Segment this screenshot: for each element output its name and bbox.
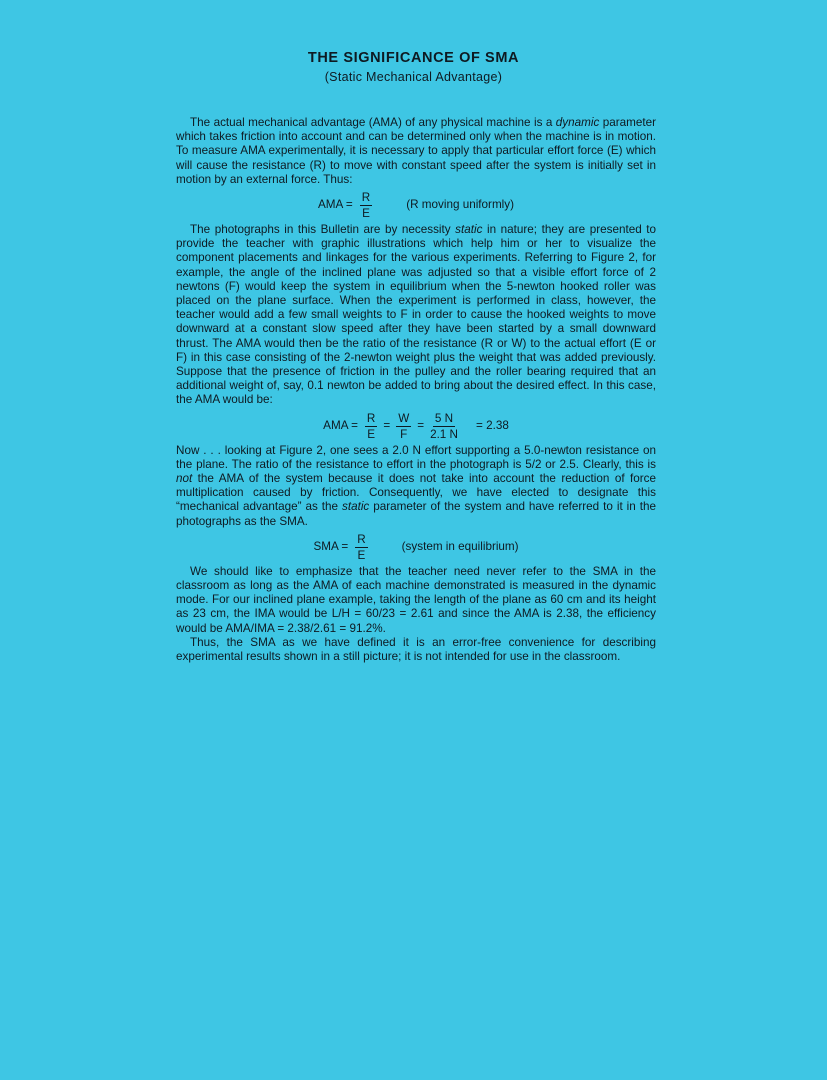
paragraph-5: Thus, the SMA as we have defined it is an error-free convenience for describing experimental results shown in a still picture; it is not intended for use in the classroom. [176,635,656,664]
fraction-numerator: R [366,411,376,425]
equation-ama-example [176,412,656,441]
paragraph-3-emphasis-2: static [342,500,370,514]
equation-2-result: = 2.38 [476,419,509,433]
paragraph-1 [176,116,656,187]
equation-3-note: (system in equilibrium) [401,540,519,554]
paragraph-4: We should like to emphasize that the teacher need never refer to the SMA in the classroom as long as the AMA of each machine demonstrated is measured in the dynamic mode. For our inclined plane example, taking the length of the plane as 60 cm and its height as 23 cm, the IMA would be L/H = 60/23 = 2.61 and since the AMA is 2.38, the efficiency would be AMA/IMA = 2.38/2.61 = 91.2%. [176,564,656,635]
equation-1-note: (R moving uniformly) [406,198,515,212]
equation-sma-definition [176,533,656,562]
paragraph-2-emphasis: static [455,223,483,237]
fraction-denominator: E [367,427,376,441]
paragraph-3-text-b: the AMA of the system because it does not take into account the reduction of force multiplication caused by friction. Consequently, we have elected to designate this “mechanical advantage” as the [176,472,656,514]
equation-ama-definition [176,191,656,220]
fraction-numerator: R [357,532,366,546]
paragraph-3-text-a: Now . . . looking at Figure 2, one sees a 2.0 N effort supporting a 5.0-newton resistance on the plane. The ratio of the resistance to effort in the photograph is 5/2 or 2.5. Clearly, this is [176,443,656,471]
fraction-numerator: W [398,411,410,425]
fraction-r-over-e [360,191,372,220]
paragraph-1-text-b: parameter which takes friction into account and can be determined only when the machine is in motion. To measure AMA experimentally, it is necessary to apply that particular effort force (E) which will cause the resistance (R) to move with constant speed after the system is initially set in motion by an external force. Thus: [176,116,657,186]
page-subtitle: (Static Mechanical Advantage) [324,70,503,84]
fraction-denominator: 2.1 N [430,427,458,441]
paragraph-1-text-a: The actual mechanical advantage (AMA) of any physical machine is a [190,116,556,129]
equals-sign: = [417,419,425,433]
fraction-5n-over-2-1n [430,412,458,441]
paragraph-1-emphasis: dynamic [555,116,600,129]
equation-1-lhs: AMA = [317,198,353,212]
fraction-w-over-f [396,412,411,441]
paragraph-3-emphasis: not [176,472,193,486]
paragraph-2-text-b: in nature; they are presented to provide the teacher with graphic illustrations which help him or her to visualize the component placements and linkages for the various experiments. Referring to Figure 2, for example, the angle of the inclined plane was adjusted so that a visible effort force of 2 newtons (F) would keep the system in equilibrium when the 5-newton hooked roller was placed on the plane surface. When the experiment is performed in class, however, the teacher would add a few small weights to F in order to cause the hooked weights to move downward at a constant slow speed after they have been started by a small downward thrust. The AMA would then be the ratio of the resistance (R or W) to the actual effort (E or F) in this case consisting of the 2-newton weight plus the weight that was added previously. Suppose that the presence of friction in the pulley and the roller bearing required that an additional weight of, say, 0.1 newton be added to bring about the desired effect. In this case, the AMA would be: [176,223,657,407]
paragraph-2 [176,223,656,408]
fraction-r-over-e [355,533,367,562]
page-title: THE SIGNIFICANCE OF SMA [307,50,520,66]
fraction-denominator: E [362,207,370,221]
paragraph-2-text-a: The photographs in this Bulletin are by necessity [190,223,456,237]
fraction-denominator: E [357,548,366,562]
equation-3-lhs: SMA = [313,540,349,554]
fraction-r-over-e [365,412,377,441]
fraction-denominator: F [400,427,408,441]
equals-sign: = [383,419,391,433]
fraction-numerator: 5 N [434,411,454,425]
fraction-numerator: R [361,191,371,205]
paragraph-3 [176,444,656,529]
equation-2-lhs: AMA = [323,419,358,433]
paragraph-3-text-c: parameter of the system and have referred to it in the photographs as the SMA. [176,500,656,528]
document-body [176,116,656,664]
